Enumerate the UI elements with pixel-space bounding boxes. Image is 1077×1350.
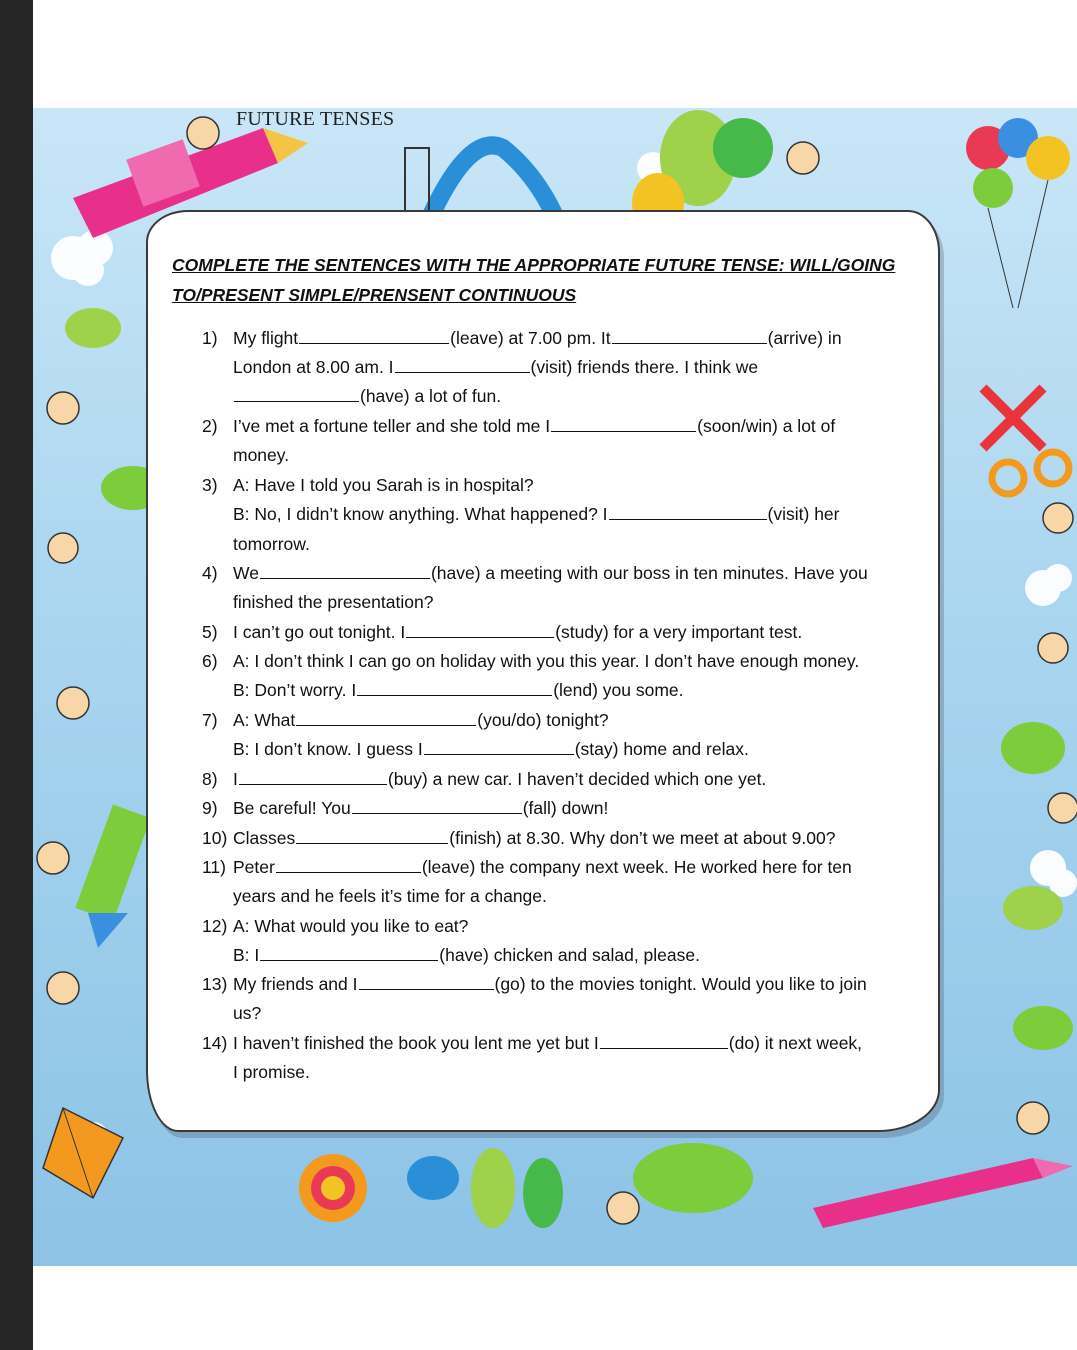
sun-icon xyxy=(299,1154,367,1222)
item-number: 2) xyxy=(202,416,218,436)
list-item: 9) Be careful! You (fall) down! xyxy=(202,798,609,818)
item-number: 1) xyxy=(202,328,218,348)
list-item: 4) We (have) a meeting with our boss in ten minutes. Have you xyxy=(202,563,868,583)
list-item: tomorrow. xyxy=(233,534,310,554)
balloons-icon xyxy=(966,118,1070,308)
item-number: 7) xyxy=(202,710,218,730)
answer-blank[interactable] xyxy=(352,799,522,814)
list-item: I promise. xyxy=(233,1062,310,1082)
list-item: B: I don’t know. I guess I (stay) home and relax. xyxy=(233,739,749,759)
answer-blank[interactable] xyxy=(609,505,767,520)
item-number: 8) xyxy=(202,769,218,789)
item-number: 12) xyxy=(202,916,228,936)
answer-blank[interactable] xyxy=(234,387,359,402)
list-item: 5) I can’t go out tonight. I (study) for a very important test. xyxy=(202,622,803,642)
list-item: us? xyxy=(233,1003,262,1023)
list-item: 1) My flight (leave) at 7.00 pm. It (arrive) in xyxy=(202,328,842,348)
list-item: 6) A: I don’t think I can go on holiday with you this year. I don’t have enough money. xyxy=(202,651,860,671)
list-item: 2) I’ve met a fortune teller and she told me I (soon/win) a lot of xyxy=(202,416,836,436)
list-item: London at 8.00 am. I (visit) friends there. I think we xyxy=(233,357,759,377)
answer-blank[interactable] xyxy=(359,975,494,990)
list-item: (have) a lot of fun. xyxy=(233,384,501,408)
answer-blank[interactable] xyxy=(551,417,696,432)
item-number: 6) xyxy=(202,651,218,671)
scissors-icon xyxy=(983,388,1069,494)
answer-blank[interactable] xyxy=(357,681,552,696)
answer-blank[interactable] xyxy=(260,946,438,961)
paintbrush-icon xyxy=(813,1158,1073,1228)
list-item: finished the presentation? xyxy=(233,592,434,612)
list-item: 3) A: Have I told you Sarah is in hospital? xyxy=(202,475,534,495)
answer-blank[interactable] xyxy=(296,829,448,844)
list-item: 13) My friends and I (go) to the movies tonight. Would you like to join xyxy=(202,974,867,994)
list-item: 10) Classes (finish) at 8.30. Why don’t we meet at about 9.00? xyxy=(202,828,836,848)
instruction-line-1: COMPLETE THE SENTENCES WITH THE APPROPRIATE FUTURE TENSE: WILL/GOING xyxy=(172,255,896,275)
left-margin-bar xyxy=(0,0,33,1350)
item-number: 4) xyxy=(202,563,218,583)
item-number: 13) xyxy=(202,974,228,994)
answer-blank[interactable] xyxy=(296,711,476,726)
tree-icon xyxy=(407,1143,753,1228)
crayon-icon xyxy=(75,804,150,948)
item-number: 3) xyxy=(202,475,218,495)
kite-icon xyxy=(43,1108,123,1198)
list-item: B: I (have) chicken and salad, please. xyxy=(233,945,700,965)
answer-blank[interactable] xyxy=(276,858,421,873)
worksheet-title: FUTURE TENSES xyxy=(236,108,395,130)
answer-blank[interactable] xyxy=(600,1034,728,1049)
answer-blank[interactable] xyxy=(424,740,574,755)
list-item: 11) Peter (leave) the company next week. He worked here for ten xyxy=(202,857,852,877)
list-item: 12) A: What would you like to eat? xyxy=(202,916,469,936)
list-item: B: Don’t worry. I (lend) you some. xyxy=(233,680,684,700)
answer-blank[interactable] xyxy=(612,329,767,344)
answer-blank[interactable] xyxy=(395,358,530,373)
instruction-line-2: TO/PRESENT SIMPLE/PRENSENT CONTINUOUS xyxy=(172,285,577,305)
answer-blank[interactable] xyxy=(299,329,449,344)
list-item: 7) A: What (you/do) tonight? xyxy=(202,710,609,730)
instructions xyxy=(172,250,912,310)
item-number: 11) xyxy=(202,857,226,877)
answer-blank[interactable] xyxy=(239,770,387,785)
item-number: 9) xyxy=(202,798,218,818)
answer-blank[interactable] xyxy=(260,564,430,579)
list-item: 8) I (buy) a new car. I haven’t decided which one yet. xyxy=(202,769,767,789)
item-number: 5) xyxy=(202,622,218,642)
list-item: years and he feels it’s time for a change. xyxy=(233,886,547,906)
answer-blank[interactable] xyxy=(406,623,554,638)
item-number: 10) xyxy=(202,828,228,848)
item-number: 14) xyxy=(202,1033,228,1053)
list-item: money. xyxy=(233,445,290,465)
list-item: 14) I haven’t finished the book you lent me yet but I (do) it next week, xyxy=(202,1033,863,1053)
list-item: B: No, I didn’t know anything. What happened? I (visit) her xyxy=(233,504,840,524)
